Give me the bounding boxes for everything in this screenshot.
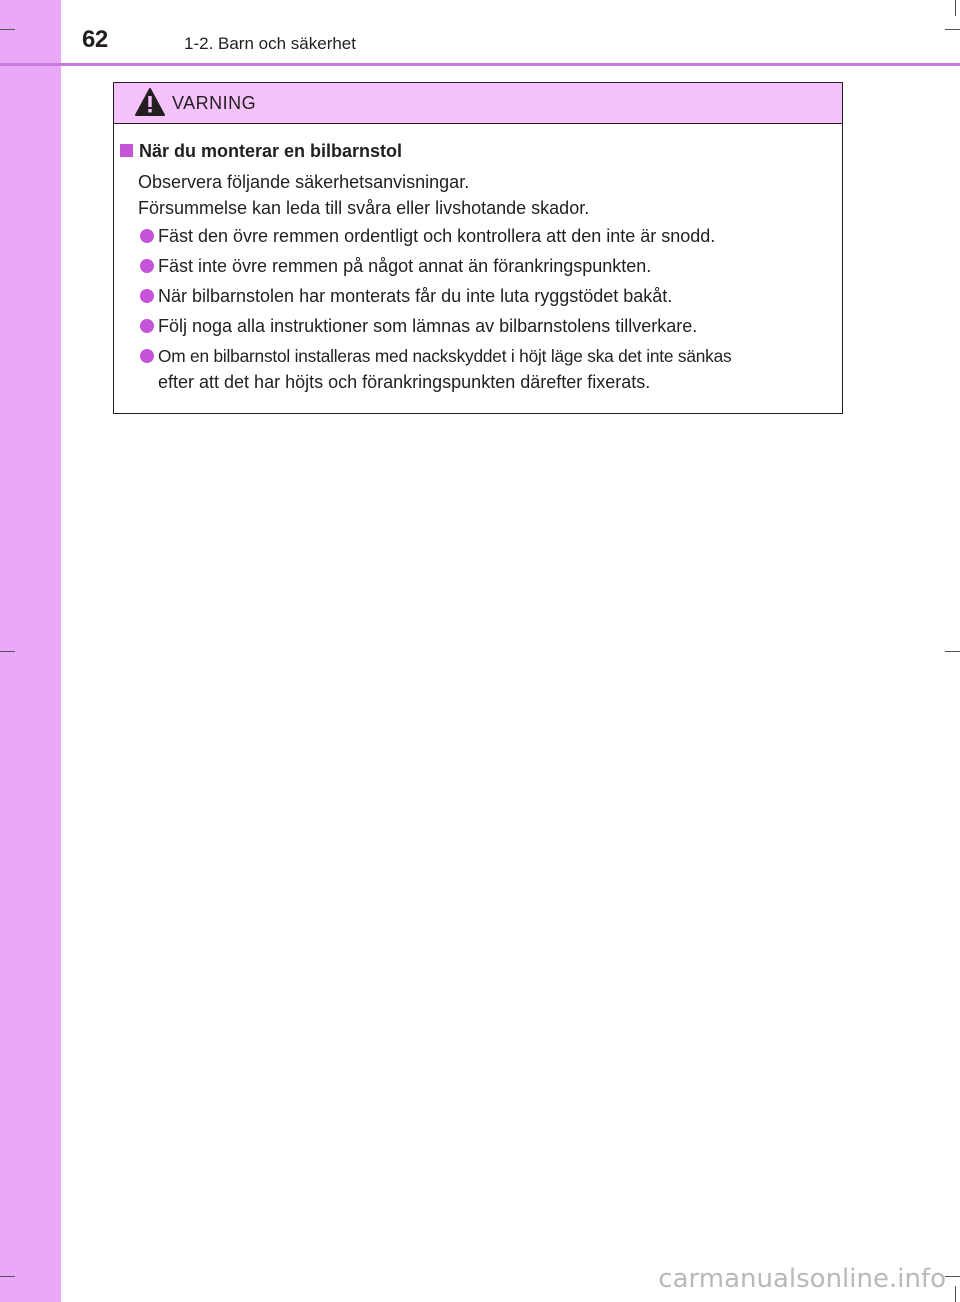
- intro-text: [138, 169, 589, 221]
- crop-mark: [0, 29, 15, 30]
- warning-label: VARNING: [172, 93, 257, 113]
- crop-mark: [955, 1286, 956, 1302]
- list-item-text: När bilbarnstolen har monterats får du inte luta ryggstödet bakåt.: [158, 286, 673, 306]
- chapter-title: 1-2. Barn och säkerhet: [184, 34, 356, 53]
- bullet-dot-icon: [140, 259, 154, 273]
- list-item: [138, 223, 838, 249]
- intro-line: Försummelse kan leda till svåra eller livshotande skador.: [138, 198, 590, 218]
- crop-mark: [0, 651, 15, 652]
- crop-mark: [945, 1276, 960, 1277]
- list-item-text: efter att det har höjts och förankringspunkten därefter fixerats.: [158, 372, 651, 392]
- crop-mark: [945, 651, 960, 652]
- section-heading-text: När du monterar en bilbarnstol: [139, 141, 403, 161]
- list-item: [138, 253, 838, 279]
- crop-mark: [0, 1276, 15, 1277]
- square-bullet-icon: [120, 144, 133, 157]
- warning-triangle-icon: [134, 87, 166, 117]
- header-rule: [0, 63, 960, 66]
- list-item-text: Följ noga alla instruktioner som lämnas av bilbarnstolens tillverkare.: [158, 316, 698, 336]
- list-item-text: Fäst inte övre remmen på något annat än förankringspunkten.: [158, 256, 652, 276]
- bullet-dot-icon: [140, 229, 154, 243]
- list-item: [138, 283, 838, 309]
- bullet-dot-icon: [140, 349, 154, 363]
- watermark: carmanualsonline.info: [658, 1264, 946, 1294]
- bullet-list: [138, 223, 838, 399]
- intro-line: Observera följande säkerhetsanvisningar.: [138, 172, 470, 192]
- section-heading: [120, 141, 402, 162]
- warning-box: [113, 82, 843, 414]
- bullet-dot-icon: [140, 289, 154, 303]
- crop-mark: [945, 29, 960, 30]
- bullet-dot-icon: [140, 319, 154, 333]
- list-item: [138, 343, 838, 395]
- list-item: [138, 313, 838, 339]
- list-item-text: Fäst den övre remmen ordentligt och kontrollera att den inte är snodd.: [158, 226, 716, 246]
- list-item-text: Om en bilbarnstol installeras med nackskyddet i höjt läge ska det inte sänkas: [158, 346, 732, 366]
- warning-header: [114, 83, 842, 124]
- page-number: 62: [82, 26, 108, 53]
- crop-mark: [955, 0, 956, 16]
